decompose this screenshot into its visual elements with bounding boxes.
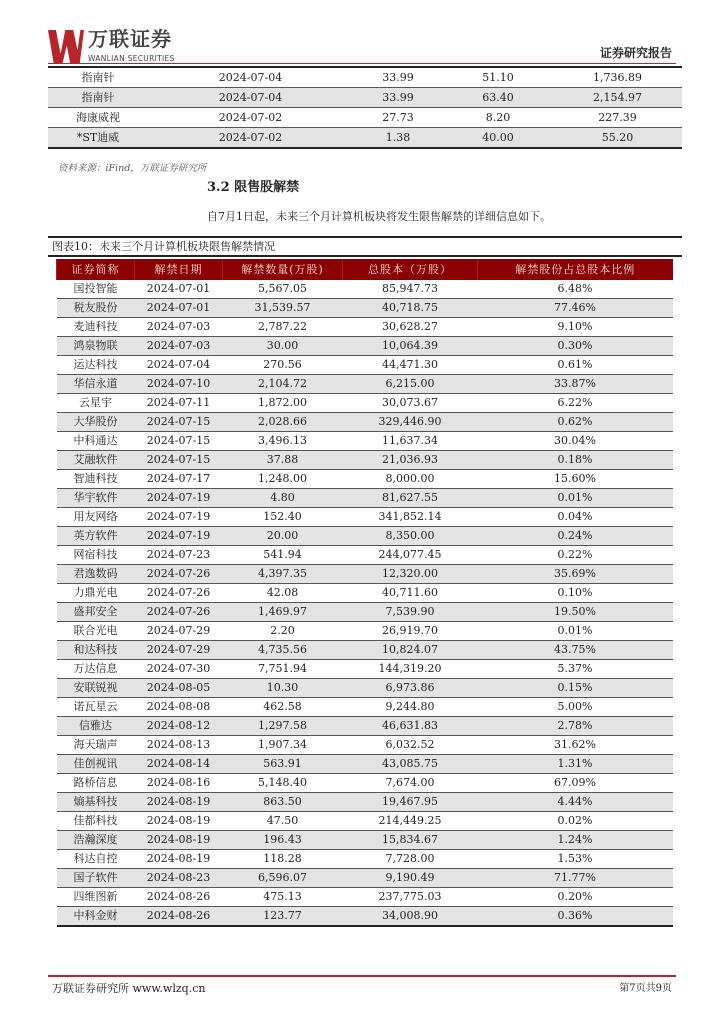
table-cell: 云星宇	[57, 394, 135, 413]
table-cell: 7,728.00	[343, 850, 478, 869]
table-cell: 2024-07-26	[135, 603, 223, 622]
column-header: 解禁数量(万股)	[223, 259, 343, 280]
table-cell: 海康威视	[48, 108, 148, 128]
table-row	[48, 108, 682, 128]
table-cell: 475.13	[223, 888, 343, 907]
company-logo	[48, 28, 198, 66]
table-cell: 2024-07-01	[135, 280, 223, 299]
table-cell: 0.24%	[478, 527, 673, 546]
table-cell: 2024-07-04	[135, 356, 223, 375]
table-cell: 2024-08-13	[135, 736, 223, 755]
table-cell: 0.02%	[478, 812, 673, 831]
table-cell: 1.38	[353, 128, 443, 149]
table-row	[57, 565, 673, 584]
table-cell: 2024-08-23	[135, 869, 223, 888]
table-cell: 863.50	[223, 793, 343, 812]
table-cell: 15.60%	[478, 470, 673, 489]
table-cell: 2024-08-16	[135, 774, 223, 793]
table-cell: 6,596.07	[223, 869, 343, 888]
table-cell: 2024-07-15	[135, 432, 223, 451]
header-divider	[48, 63, 676, 64]
table-cell: 34,008.90	[343, 907, 478, 927]
table-cell: 7,674.00	[343, 774, 478, 793]
table-row	[57, 280, 673, 299]
table-cell: 462.58	[223, 698, 343, 717]
table-cell: 2.78%	[478, 717, 673, 736]
table-cell: 67.09%	[478, 774, 673, 793]
table-row	[57, 622, 673, 641]
table-cell: 15,834.67	[343, 831, 478, 850]
table-cell: 4.44%	[478, 793, 673, 812]
table-row	[57, 660, 673, 679]
table-cell: 2024-07-02	[148, 128, 353, 149]
table-cell: 0.04%	[478, 508, 673, 527]
table-cell: 19,467.95	[343, 793, 478, 812]
table-cell: 214,449.25	[343, 812, 478, 831]
column-header: 解禁股份占总股本比例	[478, 259, 673, 280]
table-row	[57, 679, 673, 698]
table-row	[57, 717, 673, 736]
table-cell: 2.20	[223, 622, 343, 641]
table-cell: 0.15%	[478, 679, 673, 698]
table-cell: 英方软件	[57, 527, 135, 546]
logo-mark-icon	[48, 30, 84, 64]
table-cell: 2024-07-26	[135, 584, 223, 603]
table-cell: 33.87%	[478, 375, 673, 394]
table-cell: 2024-07-19	[135, 508, 223, 527]
table-cell: 4.80	[223, 489, 343, 508]
table-row	[57, 432, 673, 451]
table-cell: 10,064.39	[343, 337, 478, 356]
table-row	[57, 318, 673, 337]
table-cell: 12,320.00	[343, 565, 478, 584]
table-cell: 华宇软件	[57, 489, 135, 508]
column-header: 总股本（万股）	[343, 259, 478, 280]
table-cell: 144,319.20	[343, 660, 478, 679]
table-cell: 55.20	[553, 128, 682, 149]
table-cell: 盛邦安全	[57, 603, 135, 622]
table-cell: 6,032.52	[343, 736, 478, 755]
table-cell: 152.40	[223, 508, 343, 527]
figure-caption: 图表10：未来三个月计算机板块限售解禁情况	[48, 236, 682, 257]
table-cell: 2024-07-29	[135, 641, 223, 660]
table-cell: 7,751.94	[223, 660, 343, 679]
table-cell: 30,628.27	[343, 318, 478, 337]
table-cell: 2024-08-14	[135, 755, 223, 774]
table-cell: 2024-08-08	[135, 698, 223, 717]
table-cell: 44,471.30	[343, 356, 478, 375]
continued-table	[48, 66, 682, 149]
table-cell: 2024-08-26	[135, 888, 223, 907]
table-cell: 8,000.00	[343, 470, 478, 489]
table-cell: 2024-07-23	[135, 546, 223, 565]
table-cell: 0.20%	[478, 888, 673, 907]
table-cell: 7,539.90	[343, 603, 478, 622]
table-cell: 1,872.00	[223, 394, 343, 413]
table-cell: 2,154.97	[553, 88, 682, 108]
page-number: 第7页共9页	[619, 983, 672, 994]
table-row	[57, 356, 673, 375]
table-cell: 君逸数码	[57, 565, 135, 584]
table-row	[57, 299, 673, 318]
table-cell: 6.48%	[478, 280, 673, 299]
table-cell: 2024-07-15	[135, 451, 223, 470]
table-row	[57, 812, 673, 831]
table-cell: 熵基科技	[57, 793, 135, 812]
table-row	[57, 793, 673, 812]
table-row	[57, 907, 673, 927]
table-row	[57, 508, 673, 527]
table-cell: 0.18%	[478, 451, 673, 470]
table-cell: 四维图新	[57, 888, 135, 907]
table-row	[57, 774, 673, 793]
table-cell: 227.39	[553, 108, 682, 128]
table-cell: 563.91	[223, 755, 343, 774]
table-cell: 2024-07-02	[148, 108, 353, 128]
table-row	[57, 755, 673, 774]
table-row	[57, 641, 673, 660]
table-cell: 0.30%	[478, 337, 673, 356]
table-cell: 71.77%	[478, 869, 673, 888]
table-cell: *ST迪威	[48, 128, 148, 149]
table-cell: 0.62%	[478, 413, 673, 432]
table-cell: 10.30	[223, 679, 343, 698]
table-cell: 31.62%	[478, 736, 673, 755]
table-cell: 6.22%	[478, 394, 673, 413]
table-cell: 指南针	[48, 88, 148, 108]
table-cell: 大华股份	[57, 413, 135, 432]
table-row	[57, 888, 673, 907]
table-cell: 0.01%	[478, 622, 673, 641]
table-cell: 63.40	[443, 88, 553, 108]
table-cell: 安联锐视	[57, 679, 135, 698]
table-cell: 中科金财	[57, 907, 135, 927]
table-cell: 佳都科技	[57, 812, 135, 831]
table-row	[57, 451, 673, 470]
table-cell: 诺瓦星云	[57, 698, 135, 717]
table-row	[57, 413, 673, 432]
table-cell: 6,973.86	[343, 679, 478, 698]
table-cell: 艾融软件	[57, 451, 135, 470]
table-cell: 2024-08-05	[135, 679, 223, 698]
table-cell: 网宿科技	[57, 546, 135, 565]
table-cell: 5.00%	[478, 698, 673, 717]
table-cell: 2024-07-19	[135, 489, 223, 508]
table-cell: 30.00	[223, 337, 343, 356]
table-row	[57, 831, 673, 850]
table-row	[57, 698, 673, 717]
table-cell: 2,787.22	[223, 318, 343, 337]
table-cell: 27.73	[353, 108, 443, 128]
table-cell: 2024-07-19	[135, 527, 223, 546]
table-row	[57, 394, 673, 413]
table-cell: 信雅达	[57, 717, 135, 736]
table-cell: 0.01%	[478, 489, 673, 508]
table-row	[48, 88, 682, 108]
table-cell: 2024-07-10	[135, 375, 223, 394]
table-cell: 2024-08-19	[135, 850, 223, 869]
table-cell: 6,215.00	[343, 375, 478, 394]
table-cell: 19.50%	[478, 603, 673, 622]
table-cell: 科达自控	[57, 850, 135, 869]
table-cell: 2024-07-15	[135, 413, 223, 432]
table-cell: 1.31%	[478, 755, 673, 774]
table-cell: 用友网络	[57, 508, 135, 527]
table-cell: 指南针	[48, 67, 148, 88]
table-cell: 华信永道	[57, 375, 135, 394]
table-cell: 40.00	[443, 128, 553, 149]
table-cell: 1,907.34	[223, 736, 343, 755]
table-cell: 国子软件	[57, 869, 135, 888]
table-cell: 30,073.67	[343, 394, 478, 413]
table-cell: 2024-07-30	[135, 660, 223, 679]
table-cell: 5,567.05	[223, 280, 343, 299]
table-cell: 118.28	[223, 850, 343, 869]
table-row	[57, 736, 673, 755]
table-cell: 2024-07-04	[148, 88, 353, 108]
table-cell: 8.20	[443, 108, 553, 128]
section-intro: 自7月1日起，未来三个月计算机板块将发生限售解禁的详细信息如下。	[207, 210, 551, 223]
table-cell: 2024-08-19	[135, 812, 223, 831]
table-cell: 路桥信息	[57, 774, 135, 793]
table-cell: 329,446.90	[343, 413, 478, 432]
table-cell: 1,297.58	[223, 717, 343, 736]
table-cell: 2024-07-11	[135, 394, 223, 413]
table-cell: 2024-07-26	[135, 565, 223, 584]
table-cell: 77.46%	[478, 299, 673, 318]
table-cell: 2024-08-19	[135, 831, 223, 850]
table-cell: 运达科技	[57, 356, 135, 375]
table-cell: 9,190.49	[343, 869, 478, 888]
table-cell: 鸿泉物联	[57, 337, 135, 356]
table-cell: 和达科技	[57, 641, 135, 660]
table-cell: 0.10%	[478, 584, 673, 603]
table-cell: 国投智能	[57, 280, 135, 299]
table-cell: 1,248.00	[223, 470, 343, 489]
table-cell: 3,496.13	[223, 432, 343, 451]
table-cell: 541.94	[223, 546, 343, 565]
table-cell: 2024-08-26	[135, 907, 223, 927]
table-cell: 4,735.56	[223, 641, 343, 660]
table-cell: 33.99	[353, 88, 443, 108]
table-cell: 237,775.03	[343, 888, 478, 907]
table-cell: 1.24%	[478, 831, 673, 850]
table-cell: 47.50	[223, 812, 343, 831]
table-cell: 2024-08-12	[135, 717, 223, 736]
table-cell: 51.10	[443, 67, 553, 88]
table-cell: 5.37%	[478, 660, 673, 679]
table-cell: 2024-07-03	[135, 318, 223, 337]
table-row	[57, 546, 673, 565]
table-cell: 2024-07-01	[135, 299, 223, 318]
table-cell: 43,085.75	[343, 755, 478, 774]
table-row	[48, 128, 682, 149]
table-cell: 0.61%	[478, 356, 673, 375]
table-cell: 20.00	[223, 527, 343, 546]
table-cell: 46,631.83	[343, 717, 478, 736]
table-cell: 30.04%	[478, 432, 673, 451]
table-cell: 40,718.75	[343, 299, 478, 318]
table-row	[57, 869, 673, 888]
column-header: 证券简称	[57, 259, 135, 280]
table-cell: 2024-07-29	[135, 622, 223, 641]
table-cell: 43.75%	[478, 641, 673, 660]
table-cell: 力鼎光电	[57, 584, 135, 603]
table-cell: 10,824.07	[343, 641, 478, 660]
table-cell: 智迪科技	[57, 470, 135, 489]
table-cell: 341,852.14	[343, 508, 478, 527]
table-row	[57, 375, 673, 394]
footer-divider	[48, 975, 676, 977]
table-cell: 244,077.45	[343, 546, 478, 565]
logo-cn: 万联证券	[88, 27, 172, 51]
lockup-expiry-table	[56, 259, 673, 927]
table-cell: 佳创视讯	[57, 755, 135, 774]
table-cell: 85,947.73	[343, 280, 478, 299]
table-cell: 海天瑞声	[57, 736, 135, 755]
table-cell: 123.77	[223, 907, 343, 927]
table-cell: 1.53%	[478, 850, 673, 869]
footer-org: 万联证券研究所 www.wlzq.cn	[52, 982, 206, 995]
table-cell: 0.22%	[478, 546, 673, 565]
table-cell: 0.36%	[478, 907, 673, 927]
table-cell: 81,627.55	[343, 489, 478, 508]
table-row	[57, 337, 673, 356]
data-source: 资料来源：iFind，万联证券研究所	[58, 163, 207, 174]
table-cell: 31,539.57	[223, 299, 343, 318]
table-cell: 税友股份	[57, 299, 135, 318]
table-cell: 33.99	[353, 67, 443, 88]
table-row	[57, 584, 673, 603]
table-cell: 2,028.66	[223, 413, 343, 432]
table-row	[57, 527, 673, 546]
table-cell: 2024-08-19	[135, 793, 223, 812]
table-cell: 8,350.00	[343, 527, 478, 546]
table-cell: 中科通达	[57, 432, 135, 451]
table-cell: 5,148.40	[223, 774, 343, 793]
table-cell: 1,469.97	[223, 603, 343, 622]
table-cell: 麦迪科技	[57, 318, 135, 337]
table-cell: 联合光电	[57, 622, 135, 641]
table-row	[48, 67, 682, 88]
table-cell: 26,919.70	[343, 622, 478, 641]
report-type: 证券研究报告	[599, 46, 672, 60]
table-cell: 196.43	[223, 831, 343, 850]
table-cell: 2,104.72	[223, 375, 343, 394]
table-row	[57, 489, 673, 508]
table-cell: 4,397.35	[223, 565, 343, 584]
table-cell: 40,711.60	[343, 584, 478, 603]
table-cell: 2024-07-04	[148, 67, 353, 88]
logo-en: WANLIAN SECURITIES	[88, 54, 175, 63]
table-cell: 9,244.80	[343, 698, 478, 717]
table-cell: 21,036.93	[343, 451, 478, 470]
table-row	[57, 470, 673, 489]
section-title: 3.2 限售股解禁	[207, 180, 300, 195]
table-row	[57, 850, 673, 869]
table-cell: 37.88	[223, 451, 343, 470]
table-cell: 1,736.89	[553, 67, 682, 88]
table-row	[57, 603, 673, 622]
table-cell: 270.56	[223, 356, 343, 375]
table-cell: 9.10%	[478, 318, 673, 337]
table-cell: 万达信息	[57, 660, 135, 679]
table-cell: 42.08	[223, 584, 343, 603]
column-header: 解禁日期	[135, 259, 223, 280]
table-cell: 浩瀚深度	[57, 831, 135, 850]
table-cell: 35.69%	[478, 565, 673, 584]
table-cell: 2024-07-17	[135, 470, 223, 489]
table-cell: 11,637.34	[343, 432, 478, 451]
table-cell: 2024-07-03	[135, 337, 223, 356]
